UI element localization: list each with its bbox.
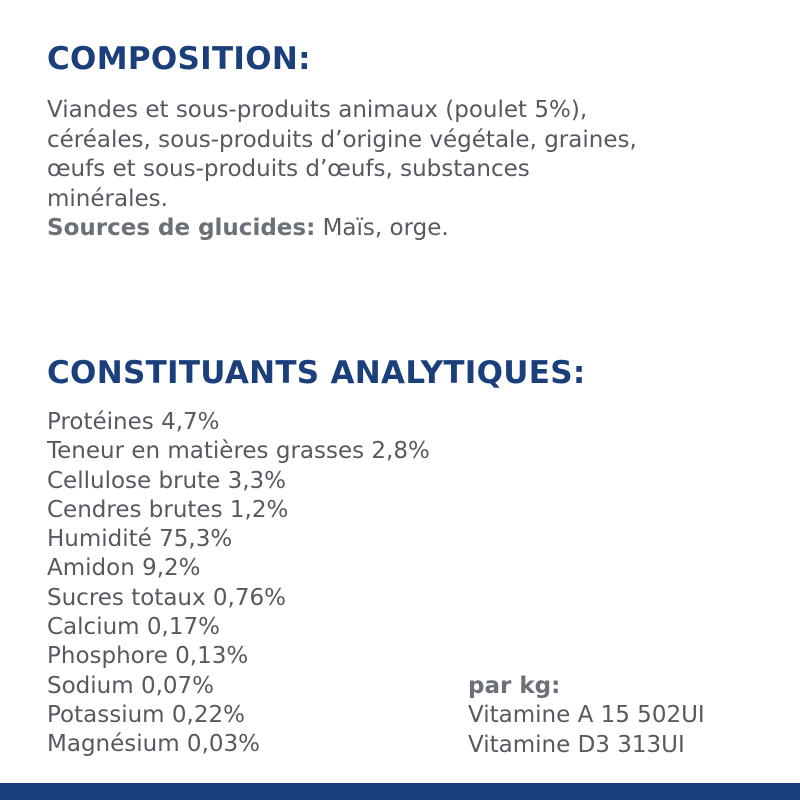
constituent-item: Calcium 0,17%	[47, 614, 220, 641]
vitamins-per-kg	[468, 672, 705, 760]
composition-text	[47, 96, 787, 244]
composition-line: minérales.	[47, 185, 168, 212]
vitamin-item: Vitamine D3 313UI	[468, 731, 685, 758]
constituent-item: Cendres brutes 1,2%	[47, 496, 289, 523]
analytical-constituents-list	[47, 408, 430, 760]
constituent-item: Amidon 9,2%	[47, 555, 201, 582]
constituent-item: Cellulose brute 3,3%	[47, 467, 287, 494]
constituent-item: Sodium 0,07%	[47, 672, 215, 699]
composition-heading: COMPOSITION:	[47, 41, 311, 77]
carbohydrate-sources-label: Sources de glucides:	[47, 215, 316, 241]
carbohydrate-sources-value: Maïs, orge.	[315, 215, 449, 241]
constituent-item: Teneur en matières grasses 2,8%	[47, 438, 430, 465]
constituent-item: Potassium 0,22%	[47, 701, 245, 728]
composition-line: Viandes et sous-produits animaux (poulet 5%),	[47, 97, 588, 123]
carbohydrate-sources	[47, 214, 787, 244]
vitamins-title: par kg:	[468, 673, 561, 699]
constituent-item: Humidité 75,3%	[47, 526, 233, 553]
constituent-item: Sucres totaux 0,76%	[47, 584, 286, 611]
constituent-item: Protéines 4,7%	[47, 409, 220, 435]
composition-line: œufs et sous-produits d’œufs, substances	[47, 156, 530, 182]
constituent-item: Magnésium 0,03%	[47, 731, 260, 758]
footer-bar	[0, 783, 800, 800]
composition-line: céréales, sous-produits d’origine végétale, graines,	[47, 126, 637, 153]
vitamin-item: Vitamine A 15 502UI	[468, 702, 705, 729]
analytical-constituents-heading: CONSTITUANTS ANALYTIQUES:	[47, 355, 586, 391]
constituent-item: Phosphore 0,13%	[47, 643, 249, 670]
